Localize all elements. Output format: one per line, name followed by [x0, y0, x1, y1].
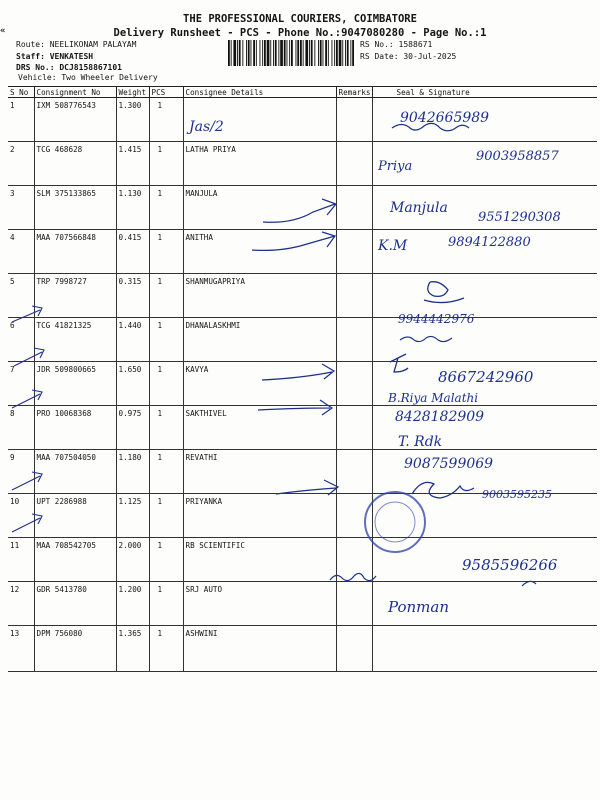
barcode	[228, 40, 354, 66]
hw-r2-name: Priya	[378, 159, 413, 174]
table-row	[8, 98, 597, 142]
consignment-cell: TRP 7998727	[34, 274, 116, 318]
remarks-cell	[336, 186, 372, 230]
sno-cell: 13	[8, 626, 34, 672]
hw-r2-phone: 9003958857	[476, 149, 559, 164]
barcode-bar	[347, 40, 349, 66]
consignee-cell: PRIYANKA	[183, 494, 336, 538]
hw-r8-phone: 8428182909	[395, 409, 485, 425]
table-row	[8, 274, 597, 318]
consignment-cell: SLM 375133865	[34, 186, 116, 230]
consignment-cell: IXM 508776543	[34, 98, 116, 142]
barcode-bar	[262, 40, 263, 66]
weight-cell: 1.650	[116, 362, 149, 406]
weight-cell: 1.415	[116, 142, 149, 186]
rs-no-label: RS No.:	[360, 40, 394, 49]
col-consignment: Consignment No	[34, 87, 116, 98]
weight-cell: 1.180	[116, 450, 149, 494]
consignee-cell: MANJULA	[183, 186, 336, 230]
hw-r10-phone: 9003595235	[482, 488, 552, 501]
barcode-bar	[323, 40, 324, 66]
barcode-bar	[253, 40, 255, 66]
consignee-cell: RB SCIENTIFIC	[183, 538, 336, 582]
hw-r13-name: Ponman	[388, 598, 450, 616]
barcode-bar	[289, 40, 290, 66]
hw-r12-phone: 9585596266	[462, 556, 558, 574]
sno-cell: 3	[8, 186, 34, 230]
signature-cell	[372, 494, 597, 538]
barcode-bar	[275, 40, 277, 66]
pcs-cell: 1	[149, 450, 183, 494]
table-row	[8, 538, 597, 582]
barcode-bar	[237, 40, 238, 66]
consignee-cell: LATHA PRIYA	[183, 142, 336, 186]
barcode-bar	[350, 40, 351, 66]
remarks-cell	[336, 230, 372, 274]
remarks-cell	[336, 450, 372, 494]
barcode-bar	[328, 40, 329, 66]
consignee-cell: REVATHI	[183, 450, 336, 494]
table-row	[8, 186, 597, 230]
barcode-bar	[273, 40, 274, 66]
sno-cell: 8	[8, 406, 34, 450]
weight-cell: 2.000	[116, 538, 149, 582]
runsheet-table	[8, 86, 597, 672]
weight-cell: 1.440	[116, 318, 149, 362]
pcs-cell: 1	[149, 98, 183, 142]
barcode-bar	[297, 40, 299, 66]
consignment-cell: MAA 707504050	[34, 450, 116, 494]
barcode-bar	[280, 40, 283, 66]
signature-cell	[372, 626, 597, 672]
staff-label: Staff:	[16, 52, 45, 61]
table-row	[8, 582, 597, 626]
sno-cell: 2	[8, 142, 34, 186]
barcode-bar	[231, 40, 232, 66]
signature-cell	[372, 230, 597, 274]
hw-r1-consignee: Jas/2	[189, 119, 224, 135]
remarks-cell	[336, 318, 372, 362]
staff-value: VENKATESH	[49, 52, 94, 61]
drs-line	[16, 63, 122, 72]
col-weight: Weight	[116, 87, 149, 98]
route-label: Route:	[16, 40, 45, 49]
vehicle-label: Vehicle:	[18, 73, 57, 82]
barcode-bar	[239, 40, 241, 66]
barcode-bar	[287, 40, 288, 66]
barcode-bar	[278, 40, 279, 66]
table-row	[8, 142, 597, 186]
pcs-cell: 1	[149, 538, 183, 582]
drs-label: DRS No.:	[16, 63, 55, 72]
weight-cell: 1.365	[116, 626, 149, 672]
remarks-cell	[336, 406, 372, 450]
signature-cell	[372, 406, 597, 450]
weight-cell: 0.975	[116, 406, 149, 450]
route-value: NEELIKONAM PALAYAM	[49, 40, 137, 49]
barcode-bar	[264, 40, 266, 66]
table-row	[8, 450, 597, 494]
barcode-bar	[284, 40, 286, 66]
route-line	[16, 40, 136, 49]
edge-mark: «	[0, 26, 6, 36]
pcs-cell: 1	[149, 274, 183, 318]
sno-cell: 10	[8, 494, 34, 538]
remarks-cell	[336, 362, 372, 406]
sno-cell: 7	[8, 362, 34, 406]
hw-r7-phone: 8667242960	[438, 368, 534, 386]
barcode-bar	[320, 40, 322, 66]
barcode-bar	[233, 40, 236, 66]
barcode-bar	[242, 40, 243, 66]
hw-r4-name: K.M	[378, 238, 408, 254]
col-sno: S No	[8, 87, 34, 98]
barcode-bar	[325, 40, 327, 66]
barcode-bar	[270, 40, 271, 66]
barcode-bar	[345, 40, 346, 66]
remarks-cell	[336, 582, 372, 626]
remarks-cell	[336, 274, 372, 318]
barcode-bar	[339, 40, 342, 66]
company-title: THE PROFESSIONAL COURIERS, COIMBATORE	[183, 13, 417, 25]
rs-date-line	[360, 52, 456, 61]
barcode-bar	[246, 40, 247, 66]
consignee-cell: SRJ AUTO	[183, 582, 336, 626]
barcode-bar	[267, 40, 270, 66]
table-row	[8, 318, 597, 362]
barcode-bar	[334, 40, 335, 66]
barcode-bar	[311, 40, 313, 66]
hw-r3-phone: 9551290308	[478, 210, 561, 225]
hw-r6-phone: 9944442976	[398, 312, 475, 326]
hw-r4-phone: 9894122880	[448, 235, 531, 250]
consignee-cell	[183, 98, 336, 142]
pcs-cell: 1	[149, 230, 183, 274]
sno-cell: 9	[8, 450, 34, 494]
signature-cell	[372, 274, 597, 318]
weight-cell: 0.415	[116, 230, 149, 274]
consignment-cell: GDR 5413780	[34, 582, 116, 626]
barcode-bar	[303, 40, 304, 66]
sno-cell: 5	[8, 274, 34, 318]
signature-cell	[372, 450, 597, 494]
barcode-bar	[309, 40, 310, 66]
hw-r1-phone: 9042665989	[400, 110, 490, 126]
sno-cell: 1	[8, 98, 34, 142]
weight-cell: 1.125	[116, 494, 149, 538]
weight-cell: 1.300	[116, 98, 149, 142]
table-row	[8, 494, 597, 538]
rs-no-value: 1588671	[398, 40, 433, 49]
hw-r9-phone: 9087599069	[404, 456, 494, 472]
barcode-bar	[296, 40, 297, 66]
hw-r3-name: Manjula	[390, 200, 448, 216]
sno-cell: 6	[8, 318, 34, 362]
signature-cell	[372, 538, 597, 582]
rs-date-label: RS Date:	[360, 52, 399, 61]
pcs-cell: 1	[149, 494, 183, 538]
barcode-bar	[256, 40, 257, 66]
consignee-cell: DHANALASKHMI	[183, 318, 336, 362]
consignment-cell: UPT 2286988	[34, 494, 116, 538]
consignee-cell: ASHWINI	[183, 626, 336, 672]
barcode-bar	[260, 40, 261, 66]
barcode-bar	[228, 40, 230, 66]
barcode-bar	[314, 40, 315, 66]
barcode-bar	[332, 40, 333, 66]
barcode-bar	[318, 40, 319, 66]
remarks-cell	[336, 142, 372, 186]
sno-cell: 4	[8, 230, 34, 274]
col-pcs: PCS	[149, 87, 183, 98]
rs-date-value: 30-Jul-2025	[403, 52, 457, 61]
hw-r9-name: T. Rdk	[398, 434, 443, 450]
col-remarks: Remarks	[336, 87, 372, 98]
barcode-bar	[342, 40, 343, 66]
signature-cell	[372, 142, 597, 186]
consignee-cell: KAVYA	[183, 362, 336, 406]
rs-no-line	[360, 40, 432, 49]
barcode-bar	[352, 40, 354, 66]
sno-cell: 11	[8, 538, 34, 582]
consignment-cell: TCG 468628	[34, 142, 116, 186]
staff-line	[16, 52, 93, 61]
weight-cell: 0.315	[116, 274, 149, 318]
remarks-cell	[336, 98, 372, 142]
barcode-bar	[248, 40, 250, 66]
signature-cell	[372, 318, 597, 362]
signature-cell	[372, 98, 597, 142]
barcode-bar	[336, 40, 338, 66]
runsheet-subtitle: Delivery Runsheet - PCS - Phone No.:9047080280 - Page No.:1	[113, 27, 487, 39]
consignee-cell: ANITHA	[183, 230, 336, 274]
consignment-cell: MAA 708542705	[34, 538, 116, 582]
signature-cell	[372, 362, 597, 406]
col-consignee: Consignee Details	[183, 87, 336, 98]
weight-cell: 1.130	[116, 186, 149, 230]
barcode-bar	[305, 40, 308, 66]
table-header-row	[8, 87, 597, 98]
table-row	[8, 362, 597, 406]
consignment-cell: TCG 41821325	[34, 318, 116, 362]
remarks-cell	[336, 494, 372, 538]
weight-cell: 1.200	[116, 582, 149, 626]
pcs-cell: 1	[149, 186, 183, 230]
pcs-cell: 1	[149, 362, 183, 406]
consignment-cell: PRO 10068368	[34, 406, 116, 450]
signature-cell	[372, 582, 597, 626]
table-row	[8, 406, 597, 450]
hw-r8-name: B.Riya Malathi	[388, 391, 479, 405]
consignment-cell: MAA 707566848	[34, 230, 116, 274]
table-row	[8, 230, 597, 274]
consignee-cell: SAKTHIVEL	[183, 406, 336, 450]
consignment-cell: JDR 509800665	[34, 362, 116, 406]
signature-cell	[372, 186, 597, 230]
vehicle-value: Two Wheeler Delivery	[61, 73, 158, 82]
pcs-cell: 1	[149, 582, 183, 626]
table-row	[8, 626, 597, 672]
col-signature: Seal & Signature	[372, 87, 597, 98]
pcs-cell: 1	[149, 142, 183, 186]
pcs-cell: 1	[149, 406, 183, 450]
drs-value: DCJ8158867101	[59, 63, 122, 72]
consignee-cell: SHANMUGAPRIYA	[183, 274, 336, 318]
sno-cell: 12	[8, 582, 34, 626]
remarks-cell	[336, 538, 372, 582]
vehicle-line	[18, 73, 158, 82]
barcode-bar	[300, 40, 302, 66]
consignment-cell: DPM 756080	[34, 626, 116, 672]
pcs-cell: 1	[149, 318, 183, 362]
pcs-cell: 1	[149, 626, 183, 672]
barcode-bar	[251, 40, 252, 66]
remarks-cell	[336, 626, 372, 672]
barcode-bar	[291, 40, 293, 66]
